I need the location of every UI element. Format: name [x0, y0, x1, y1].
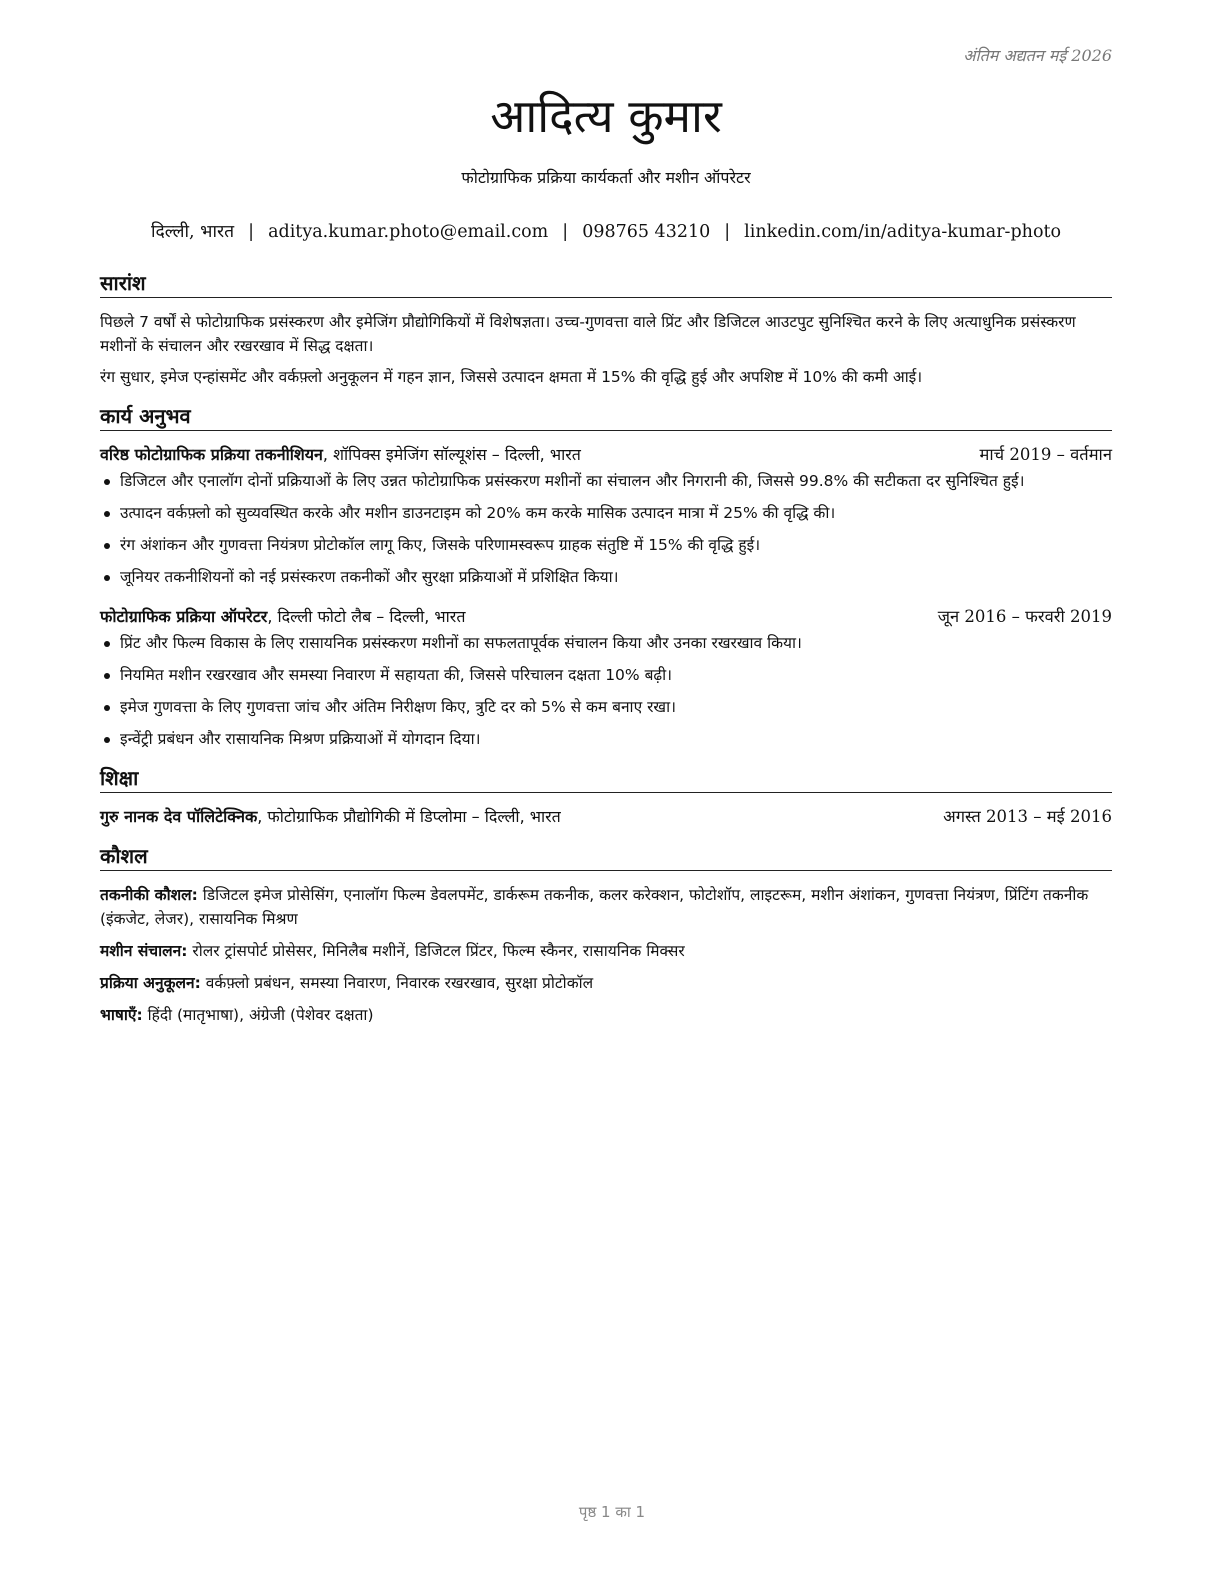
job-title-line [100, 605, 465, 629]
job-bullets [100, 631, 1112, 751]
contact-linkedin[interactable]: linkedin.com/in/aditya-kumar-photo [744, 222, 1062, 242]
skill-label: मशीन संचालन: [100, 942, 188, 960]
candidate-name: आदित्य कुमार [490, 89, 722, 143]
education-detail: , फोटोग्राफिक प्रौद्योगिकी में डिप्लोमा – दिल्ली, भारत [257, 807, 561, 826]
job-bullet: जूनियर तकनीशियनों को नई प्रसंस्करण तकनीकों और सुरक्षा प्रक्रियाओं में प्रशिक्षित किया। [100, 565, 1112, 589]
job-header [100, 443, 1112, 467]
job-bullet: रंग अंशांकन और गुणवत्ता नियंत्रण प्रोटोकॉल लागू किए, जिसके परिणामस्वरूप ग्राहक संतुष्टि में 15% की वृद्धि हुई। [100, 533, 1112, 557]
job-dates: जून 2016 – फरवरी 2019 [937, 607, 1112, 626]
resume-content [100, 270, 1112, 1041]
headline: फोटोग्राफिक प्रक्रिया कार्यकर्ता और मशीन ऑपरेटर [461, 168, 751, 187]
contact-separator: | [562, 222, 569, 242]
summary-paragraph: पिछले 7 वर्षों से फोटोग्राफिक प्रसंस्करण और इमेजिंग प्रौद्योगिकियों में विशेषज्ञता। उच्च-गुणवत्ता वाले प्रिंट और डिजिटल आउटपुट सुनिश्चित करने के लिए अत्याधुनिक प्रसंस्करण मशीनों के संचालन और रखरखाव में सिद्ध दक्षता। [100, 313, 1076, 355]
contact-location: दिल्ली, भारत [150, 222, 235, 242]
job-bullet: इमेज गुणवत्ता के लिए गुणवत्ता जांच और अंतिम निरीक्षण किए, त्रुटि दर को 5% से कम बनाए रखा। [100, 695, 1112, 719]
education-school: गुरु नानक देव पॉलिटेक्निक [100, 807, 258, 826]
education-heading: शिक्षा [100, 765, 1112, 793]
summary-section [100, 270, 1112, 389]
skill-label: प्रक्रिया अनुकूलन: [100, 974, 201, 992]
skills-heading: कौशल [100, 843, 1112, 871]
job-dates: मार्च 2019 – वर्तमान [979, 445, 1112, 464]
summary-paragraph: रंग सुधार, इमेज एन्हांसमेंट और वर्कफ़्लो अनुकूलन में गहन ज्ञान, जिससे उत्पादन क्षमता में 15% की वृद्धि हुई और अपशिष्ट में 10% की कमी आई। [100, 368, 923, 386]
contact-email[interactable]: aditya.kumar.photo@email.com [268, 222, 549, 242]
job-bullet: प्रिंट और फिल्म विकास के लिए रासायनिक प्रसंस्करण मशीनों का सफलतापूर्वक संचालन किया और उनका रखरखाव किया। [100, 631, 1112, 655]
skills-section [100, 843, 1112, 1027]
skill-line-process [100, 971, 1112, 995]
job-header [100, 605, 1112, 629]
job-entry [100, 443, 1112, 589]
job-bullets [100, 469, 1112, 589]
education-line [100, 805, 561, 829]
job-bullet: नियमित मशीन रखरखाव और समस्या निवारण में सहायता की, जिससे परिचालन दक्षता 10% बढ़ी। [100, 663, 1112, 687]
job-entry [100, 605, 1112, 751]
last-updated: अंतिम अद्यतन मई 2026 [963, 46, 1112, 65]
education-entry [100, 805, 1112, 829]
skill-text: वर्कफ़्लो प्रबंधन, समस्या निवारण, निवारक रखरखाव, सुरक्षा प्रोटोकॉल [200, 974, 594, 992]
contact-separator: | [724, 222, 731, 242]
page-number-footer: पृष्ठ 1 का 1 [578, 1503, 646, 1521]
skill-text: हिंदी (मातृभाषा), अंग्रेजी (पेशेवर दक्षता) [142, 1006, 374, 1024]
job-org: , दिल्ली फोटो लैब – दिल्ली, भारत [267, 607, 466, 626]
job-title-line [100, 443, 581, 467]
skill-line-languages [100, 1003, 1112, 1027]
skill-line-machines [100, 939, 1112, 963]
skill-line-technical [100, 883, 1112, 931]
job-role: फोटोग्राफिक प्रक्रिया ऑपरेटर [100, 607, 268, 626]
skill-text: रोलर ट्रांसपोर्ट प्रोसेसर, मिनिलैब मशीनें, डिजिटल प्रिंटर, फिल्म स्कैनर, रासायनिक मिक्सर [187, 942, 685, 960]
job-bullet: इन्वेंट्री प्रबंधन और रासायनिक मिश्रण प्रक्रियाओं में योगदान दिया। [100, 727, 1112, 751]
experience-heading: कार्य अनुभव [100, 403, 1112, 431]
summary-heading: सारांश [100, 270, 1112, 298]
job-bullet: डिजिटल और एनालॉग दोनों प्रक्रियाओं के लिए उन्नत फोटोग्राफिक प्रसंस्करण मशीनों का संचालन और निगरानी की, जिससे 99.8% की सटीकता दर सुनिश्चित हुई। [100, 469, 1112, 493]
contact-separator: | [248, 222, 255, 242]
contact-phone: 098765 43210 [582, 222, 711, 242]
skill-label: भाषाएँ: [100, 1006, 143, 1024]
contact-line [100, 219, 1112, 243]
job-org: , शॉपिक्स इमेजिंग सॉल्यूशंस – दिल्ली, भारत [322, 445, 581, 464]
job-bullet: उत्पादन वर्कफ़्लो को सुव्यवस्थित करके और मशीन डाउनटाइम को 20% कम करके मासिक उत्पादन मात्रा में 25% की वृद्धि की। [100, 501, 1112, 525]
education-dates: अगस्त 2013 – मई 2016 [943, 807, 1112, 826]
skill-text: डिजिटल इमेज प्रोसेसिंग, एनालॉग फिल्म डेवलपमेंट, डार्करूम तकनीक, कलर करेक्शन, फोटोशॉप, लाइटरूम, मशीन अंशांकन, गुणवत्ता नियंत्रण, प्रिंटिंग तकनीक (इंकजेट, लेजर), रासायनिक मिश्रण [100, 886, 1089, 928]
job-role: वरिष्ठ फोटोग्राफिक प्रक्रिया तकनीशियन [100, 445, 323, 464]
education-section [100, 765, 1112, 829]
skill-label: तकनीकी कौशल: [100, 886, 198, 904]
experience-section [100, 403, 1112, 751]
